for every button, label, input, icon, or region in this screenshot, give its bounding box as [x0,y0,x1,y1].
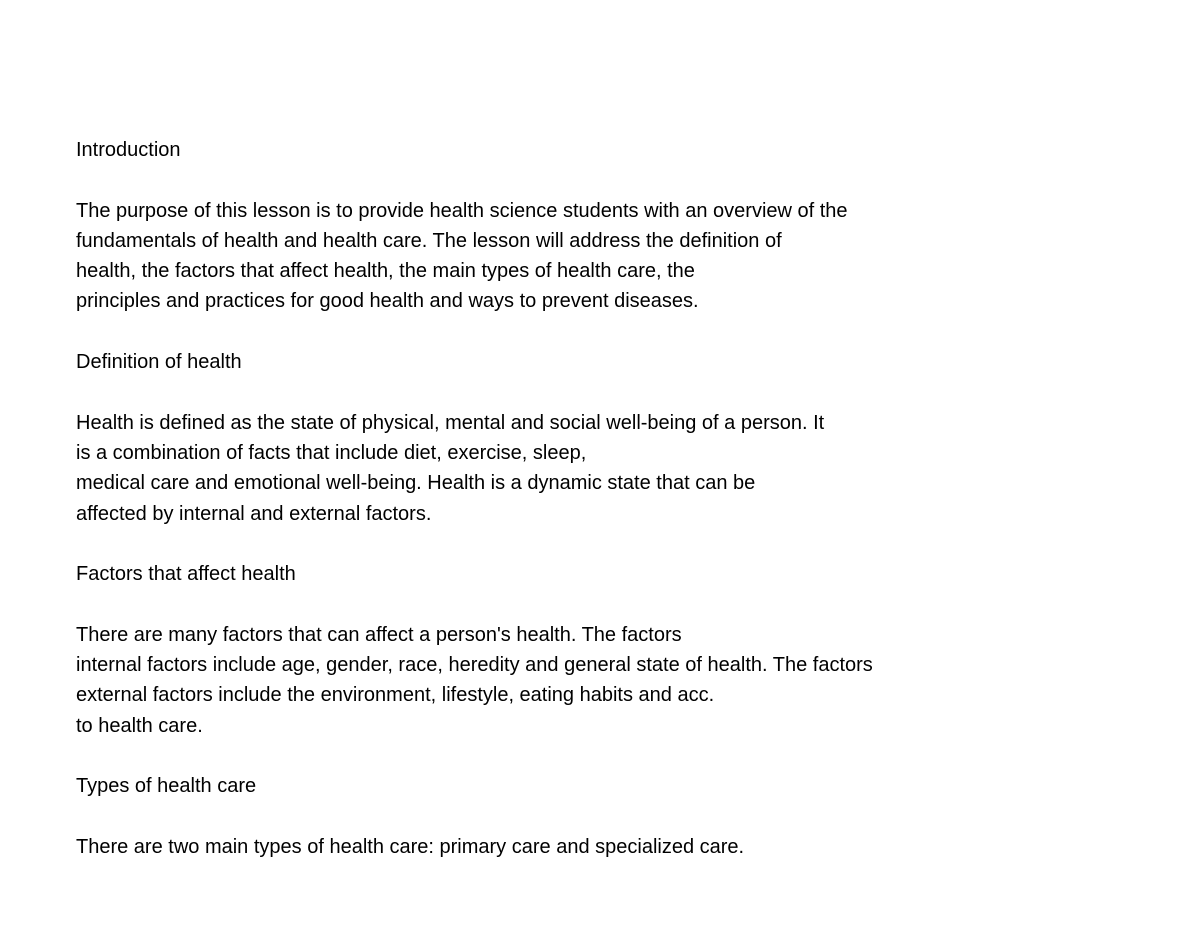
paragraph-line: affected by internal and external factors. [76,502,432,525]
paragraph-gap [76,165,1156,195]
section-heading-definition-of-health: Definition of health [76,351,242,374]
paragraph-gap [76,529,1156,559]
paragraph-gap [76,741,1156,771]
paragraph-line: medical care and emotional well-being. Health is a dynamic state that can be [76,472,756,495]
paragraph-gap [76,317,1156,347]
paragraph-line: There are two main types of health care: primary care and specialized care. [76,835,745,858]
section-heading-types-of-health-care: Types of health care [76,775,257,798]
paragraph-line: fundamentals of health and health care. The lesson will address the definition of [76,229,782,252]
section-heading-factors-that-affect-health: Factors that affect health [76,563,296,586]
paragraph-line: internal factors include age, gender, race, heredity and general state of health. The factors [76,654,873,677]
paragraph-line: There are many factors that can affect a person's health. The factors [76,623,682,646]
document-page [76,135,1156,862]
paragraph-line: Health is defined as the state of physical, mental and social well-being of a person. It [76,411,825,434]
paragraph-line: to health care. [76,714,203,737]
paragraph-gap [76,377,1156,407]
paragraph-line: external factors include the environment, lifestyle, eating habits and acc. [76,684,715,707]
section-heading-introduction: Introduction [76,139,181,161]
paragraph-line: The purpose of this lesson is to provide health science students with an overview of the [76,199,848,222]
paragraph-line: is a combination of facts that include diet, exercise, sleep, [76,441,587,464]
paragraph-line: principles and practices for good health and ways to prevent diseases. [76,290,699,313]
paragraph-gap [76,589,1156,619]
paragraph-line: health, the factors that affect health, the main types of health care, the [76,260,695,283]
paragraph-gap [76,802,1156,832]
